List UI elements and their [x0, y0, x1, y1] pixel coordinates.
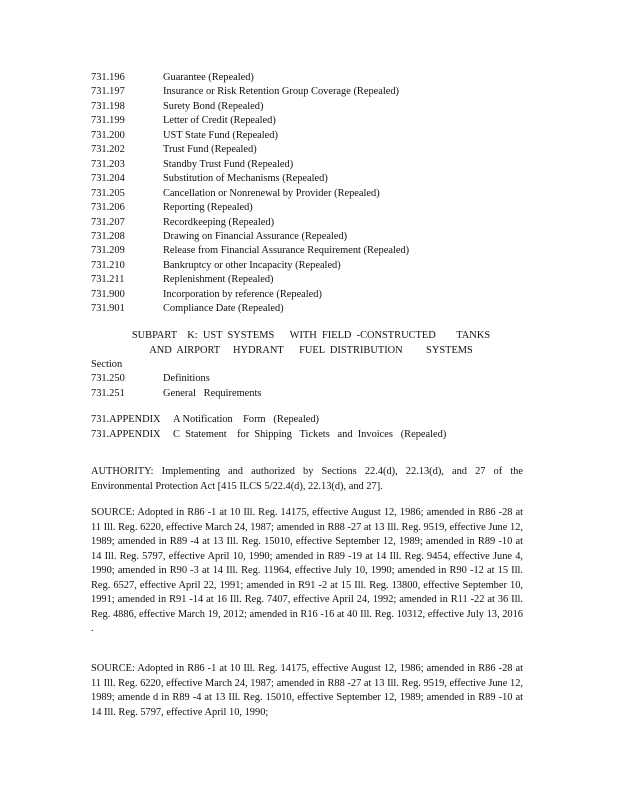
toc-row: [91, 158, 531, 172]
toc-row: [91, 259, 531, 273]
section-number: 731.202: [91, 144, 125, 156]
section-title: General Requirements: [163, 387, 262, 399]
toc-row: [91, 172, 531, 186]
section-title: Letter of Credit (Repealed): [163, 115, 276, 127]
section-number: 731.200: [91, 129, 125, 141]
section-title: Insurance or Risk Retention Group Coverage (Repealed): [163, 86, 400, 98]
appendices-list: [91, 413, 531, 442]
toc-row: [91, 201, 531, 215]
appendix-title: C Statement for Shipping Tickets and Invoices (Repealed): [173, 428, 447, 440]
toc-row: [91, 244, 531, 258]
section-title: UST State Fund (Repealed): [163, 129, 278, 141]
subpart-heading-line1: SUBPART K: UST SYSTEMS WITH FIELD -CONSTRUCTED TANKS: [131, 330, 491, 341]
toc-row: [91, 85, 531, 99]
section-number: 731.211: [91, 274, 125, 286]
section-number: 731.206: [91, 202, 125, 214]
appendix-row: [91, 413, 531, 428]
toc-row: [91, 71, 531, 85]
appendix-number: 731.APPENDIX: [91, 428, 161, 440]
authority-paragraph: AUTHORITY: Implementing and authorized by Sections 22.4(d), 22.13(d), and 27 of the Environmental Protection Act [415 ILCS 5/22.4(d), 22.13(d), and 27].: [91, 466, 523, 492]
toc-row: [91, 216, 531, 230]
toc-row: [91, 129, 531, 143]
toc-row: [91, 143, 531, 157]
section-title: Standby Trust Fund (Repealed): [163, 158, 294, 170]
source-paragraph: SOURCE: Adopted in R86 -1 at 10 Ill. Reg. 14175, effective August 12, 1986; amended in R86 -28 at 11 Ill. Reg. 6220, effective March 24, 1987; amended in R88 -27 at 13 Ill. Reg. 9519, effective June 12, 1989; amended in R89 -4 at 13 Ill. Reg. 15010, effective September 12, 1989; amended in R89 -10 at 14 Ill. Reg. 5797, effective April 10, 1990; amended in R89 -19 at 14 Ill. Reg. 9454, effective June 4, 1990; amended in R90 -3 at 14 Ill. Reg. 11964, effective July 10, 1990; amended in R90 -12 at 15 Ill. Reg. 6527, effective April 22, 1991; amended in R91 -2 at 15 Ill. Reg. 13800, effective September 10, 1991; amended in R91 -14 at 16 Ill. Reg. 7407, effective April 24, 1992; amended in R11 -22 at 36 Ill. Reg. 4886, effective March 19, 2012; amended in R16 -16 at 40 Ill. Reg. 10312, effective July 13, 2016 .: [91, 507, 523, 634]
subpart-heading: [91, 329, 531, 358]
section-number: 731.203: [91, 158, 125, 170]
section-number: 731.197: [91, 86, 125, 98]
section-title: Release from Financial Assurance Requirement (Repealed): [163, 245, 410, 257]
subpart-k-sections: [91, 372, 531, 401]
appendix-number: 731.APPENDIX: [91, 414, 161, 425]
section-number: 731.210: [91, 259, 125, 271]
section-number: 731.208: [91, 230, 125, 242]
section-title: Drawing on Financial Assurance (Repealed): [163, 230, 348, 242]
section-title: Guarantee (Repealed): [163, 72, 254, 83]
toc-row: [91, 273, 531, 287]
section-number: 731.901: [91, 303, 125, 315]
toc-row: [91, 100, 531, 114]
section-title: Substitution of Mechanisms (Repealed): [163, 173, 328, 185]
section-title: Trust Fund (Repealed): [163, 144, 257, 156]
toc-row: [91, 302, 531, 316]
section-title: Surety Bond (Repealed): [163, 100, 264, 112]
table-of-contents: [91, 71, 531, 317]
section-number: 731.207: [91, 216, 125, 228]
section-number: 731.250: [91, 373, 125, 384]
section-number: 731.205: [91, 187, 125, 199]
section-label: Section: [91, 359, 123, 370]
section-number: 731.198: [91, 100, 125, 112]
section-number: 731.900: [91, 288, 125, 300]
section-title: Replenishment (Repealed): [163, 274, 274, 286]
section-title: Recordkeeping (Repealed): [163, 216, 275, 228]
section-number: 731.209: [91, 245, 125, 257]
section-number: 731.196: [91, 72, 125, 83]
toc-row: [91, 230, 531, 244]
toc-row: [91, 387, 531, 402]
section-title: Compliance Date (Repealed): [163, 303, 284, 315]
section-title: Cancellation or Nonrenewal by Provider (Repealed): [163, 187, 380, 199]
toc-row: [91, 288, 531, 302]
subpart-heading-line2: AND AIRPORT HYDRANT FUEL DISTRIBUTION SYSTEMS: [149, 344, 473, 356]
appendix-row: [91, 428, 531, 443]
section-number: 731.251: [91, 387, 125, 399]
toc-row: [91, 187, 531, 201]
section-number: 731.204: [91, 173, 125, 185]
toc-row: [91, 114, 531, 128]
section-title: Definitions: [163, 373, 210, 384]
section-number: 731.199: [91, 115, 125, 127]
section-title: Bankruptcy or other Incapacity (Repealed): [163, 259, 341, 271]
section-title: Incorporation by reference (Repealed): [163, 288, 322, 300]
section-title: Reporting (Repealed): [163, 202, 253, 214]
toc-row: [91, 372, 531, 387]
appendix-title: A Notification Form (Repealed): [173, 414, 320, 425]
source-paragraph-repeat: SOURCE: Adopted in R86 -1 at 10 Ill. Reg. 14175, effective August 12, 1986; amended in R86 -28 at 11 Ill. Reg. 6220, effective March 24, 1987; amended in R88 -27 at 13 Ill. Reg. 9519, effective June 12, 1989; amende d in R89 -4 at 13 Ill. Reg. 15010, effective September 12, 1989; amended in R89 -10 at 14 Ill. Reg. 5797, effective April 10, 1990;: [91, 663, 523, 718]
